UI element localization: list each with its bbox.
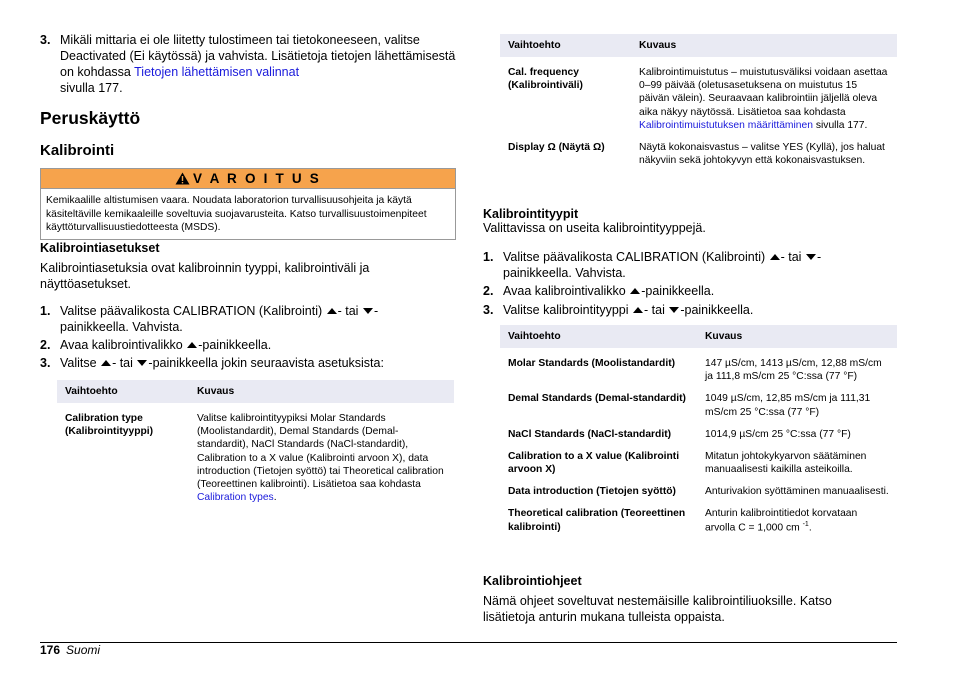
- step-text: Avaa kalibrointivalikko: [503, 284, 626, 298]
- step-text: - tai: [780, 250, 802, 264]
- step-text: -painikkeella jokin seuraavista asetuksista:: [148, 356, 384, 370]
- step-text: -: [373, 304, 379, 318]
- types-table-wrap: [500, 325, 897, 538]
- up-arrow-icon: [327, 308, 337, 314]
- up-arrow-icon: [770, 254, 780, 260]
- up-arrow-icon: [187, 342, 197, 348]
- page-footer: [40, 643, 100, 658]
- instructions-text: Nämä ohjeet soveltuvat nestemäisille kalibrointiliuoksille. Katso lisätietoja anturin mukana tulleista oppaista.: [483, 594, 832, 624]
- step-text: painikkeella. Vahvista.: [60, 319, 183, 334]
- step-text-tail: sivulla 177.: [60, 80, 123, 95]
- option-name: Demal Standards (Demal-standardit): [508, 393, 686, 405]
- column-header: Kuvaus: [189, 380, 454, 403]
- step-text: -painikkeella.: [641, 284, 715, 298]
- option-name: Theoretical calibration (Teoreettinen kalibrointi): [508, 508, 686, 533]
- heading-calibration-types: Kalibrointityypit: [483, 207, 579, 221]
- down-arrow-icon: [669, 307, 679, 313]
- footer-divider: [40, 642, 897, 643]
- table-row: [57, 403, 454, 508]
- table-header-row: [500, 325, 897, 348]
- step-number: 1.: [483, 250, 494, 264]
- table-row: [500, 383, 897, 418]
- option-name: NaCl Standards (NaCl-standardit): [508, 428, 672, 440]
- option-description: 1014,9 µS/cm 25 °C:ssa (77 °F): [705, 428, 851, 440]
- step-text: - tai: [644, 303, 665, 317]
- step-number: 3.: [483, 303, 494, 317]
- left-step-2: [40, 338, 456, 354]
- down-arrow-icon: [363, 308, 373, 314]
- step-text: -painikkeella.: [680, 303, 754, 317]
- step-text: Valitse päävalikosta CALIBRATION (Kalibrointi): [503, 250, 766, 264]
- up-arrow-icon: [633, 307, 643, 313]
- option-description: [189, 403, 454, 508]
- right-step-3: [483, 303, 883, 319]
- table-header-row: [57, 380, 454, 403]
- option-description: [631, 57, 897, 132]
- description-text: Kalibrointimuistutus – muistutusväliksi voidaan asettaa 0–99 päivää (oletusasetuksena on muistutus 15 päivän välein). Seuraavaan kalibrointiin jäljellä oleva aika näkyy näytössä. Lisätietoa saa kohdasta: [639, 67, 888, 118]
- warning-text: Kemikaalille altistumisen vaara. Noudata laboratorion turvallisuusohjeita ja käytä käsiteltäville kemikaaleille soveltuvia suojavarusteita. Katso turvallisuustoimenpiteet käyttöturvallisuustiedotteesta (MSDS).: [46, 195, 427, 234]
- column-header: Vaihtoehto: [500, 34, 631, 57]
- step-number: 3.: [40, 356, 51, 370]
- description-text: Valitse kalibrointityypiksi Molar Standards (Moolistandardit), Demal Standards (Demal-standardit), NaCl Standards (NaCl-standardit), Calibration to a X value (Kalibrointi arvoon X), data introduction (Tietojen syöttö) tai Theoretical calibration (Teoreettinen kalibrointi). Lisätietoa saa kohdasta: [197, 413, 444, 490]
- column-header: Vaihtoehto: [500, 325, 697, 348]
- option-name: Calibration to a X value (Kalibrointi arvoon X): [508, 450, 680, 476]
- step-text: -painikkeella.: [198, 338, 272, 352]
- right-step-2: [483, 284, 883, 300]
- warning-box: [40, 168, 456, 240]
- right-step-1: [483, 250, 883, 282]
- step-text: - tai: [337, 304, 359, 318]
- down-arrow-icon: [137, 360, 147, 366]
- settings-table-wrap: [57, 380, 454, 508]
- settings-intro: Kalibrointiasetuksia ovat kalibroinnin tyyppi, kalibrointiväli ja näyttöasetukset.: [40, 261, 370, 291]
- table-row: [500, 348, 897, 383]
- description-tail: .: [273, 492, 277, 504]
- footer-language: Suomi: [66, 643, 101, 657]
- description-text: Anturin kalibrointitiedot korvataan arvolla C = 1,000 cm: [705, 508, 858, 533]
- description-tail: sivulla 177.: [815, 119, 868, 131]
- option-description: Mitatun johtokykyarvon säätäminen manuaalisesti kaikilla asteikoilla.: [705, 450, 867, 476]
- heading-calibration-instructions: Kalibrointiohjeet: [483, 574, 582, 588]
- option-name: Cal. frequency (Kalibrointiväli): [508, 67, 583, 92]
- step-number: 2.: [483, 284, 494, 298]
- option-name: Data introduction (Tietojen syöttö): [508, 486, 676, 498]
- left-step-1: [40, 304, 456, 336]
- option-name: Calibration type (Kalibrointityyppi): [65, 413, 154, 438]
- option-description: Näytä kokonaisvastus – valitse YES (Kyllä), jos haluat näkyviin sekä johtokyvyn että kokonaisvastuksen.: [639, 141, 885, 167]
- superscript: -1: [802, 520, 809, 528]
- warning-header: [41, 169, 455, 189]
- settings-table: [57, 380, 454, 508]
- section-title: Peruskäyttö: [40, 108, 141, 128]
- options-table: [500, 34, 897, 171]
- step-number: 1.: [40, 304, 51, 318]
- option-name: Molar Standards (Moolistandardit): [508, 358, 676, 369]
- table-row: [500, 132, 897, 171]
- subsection-title: Kalibrointi: [40, 142, 115, 159]
- step-text: Avaa kalibrointivalikko: [60, 338, 183, 352]
- step-text: painikkeella. Vahvista.: [503, 265, 626, 280]
- step-number: 3.: [40, 33, 51, 47]
- column-header: Kuvaus: [631, 34, 897, 57]
- link-calibration-types[interactable]: Calibration types: [197, 492, 274, 504]
- table-row: [500, 419, 897, 441]
- option-description: Anturivakion syöttäminen manuaalisesti.: [705, 486, 889, 498]
- description-tail: .: [808, 521, 812, 533]
- down-arrow-icon: [806, 254, 816, 260]
- warning-triangle-icon: [175, 172, 190, 185]
- option-description: [697, 498, 897, 538]
- step-number: 2.: [40, 338, 51, 352]
- option-description: 147 µS/cm, 1413 µS/cm, 12,88 mS/cm ja 111,8 mS/cm 25 °C:ssa (77 °F): [705, 358, 882, 383]
- step-text: Mikäli mittaria ei ole liitetty tulostimeen tai tietokoneeseen, valitse Deactivated (Ei käytössä) ja vahvista. Lisätietoja tietojen lähettämisestä on kohdassa: [60, 33, 456, 79]
- column-header: Kuvaus: [697, 325, 897, 348]
- step-text: Valitse päävalikosta CALIBRATION (Kalibrointi): [60, 304, 323, 318]
- table-row: [500, 57, 897, 132]
- warning-title: V A R O I T U S: [192, 171, 321, 186]
- step-text: - tai: [112, 356, 133, 370]
- option-name: Display Ω (Näytä Ω): [508, 141, 605, 153]
- step-text: -: [816, 250, 822, 264]
- up-arrow-icon: [101, 360, 111, 366]
- table-row: [500, 441, 897, 476]
- table-row: [500, 498, 897, 538]
- column-header: Vaihtoehto: [57, 380, 189, 403]
- heading-calibration-settings: Kalibrointiasetukset: [40, 241, 160, 255]
- left-step-3: [40, 356, 456, 372]
- step-text: Valitse: [60, 356, 97, 370]
- up-arrow-icon: [630, 288, 640, 294]
- types-table: [500, 325, 897, 538]
- options-table-wrap: [500, 34, 897, 171]
- step-text: Valitse kalibrointityyppi: [503, 303, 629, 317]
- step-3-print: [40, 33, 456, 97]
- link-data-transfer-options[interactable]: Tietojen lähettämisen valinnat: [134, 64, 300, 79]
- link-calibration-reminder[interactable]: Kalibrointimuistutuksen määrittäminen: [639, 119, 813, 131]
- table-header-row: [500, 34, 897, 57]
- option-description: 1049 µS/cm, 12,85 mS/cm ja 111,31 mS/cm 25 °C:ssa (77 °F): [705, 393, 871, 418]
- page-number: 176: [40, 643, 61, 657]
- table-row: [500, 476, 897, 498]
- types-intro: Valittavissa on useita kalibrointityyppejä.: [483, 221, 706, 235]
